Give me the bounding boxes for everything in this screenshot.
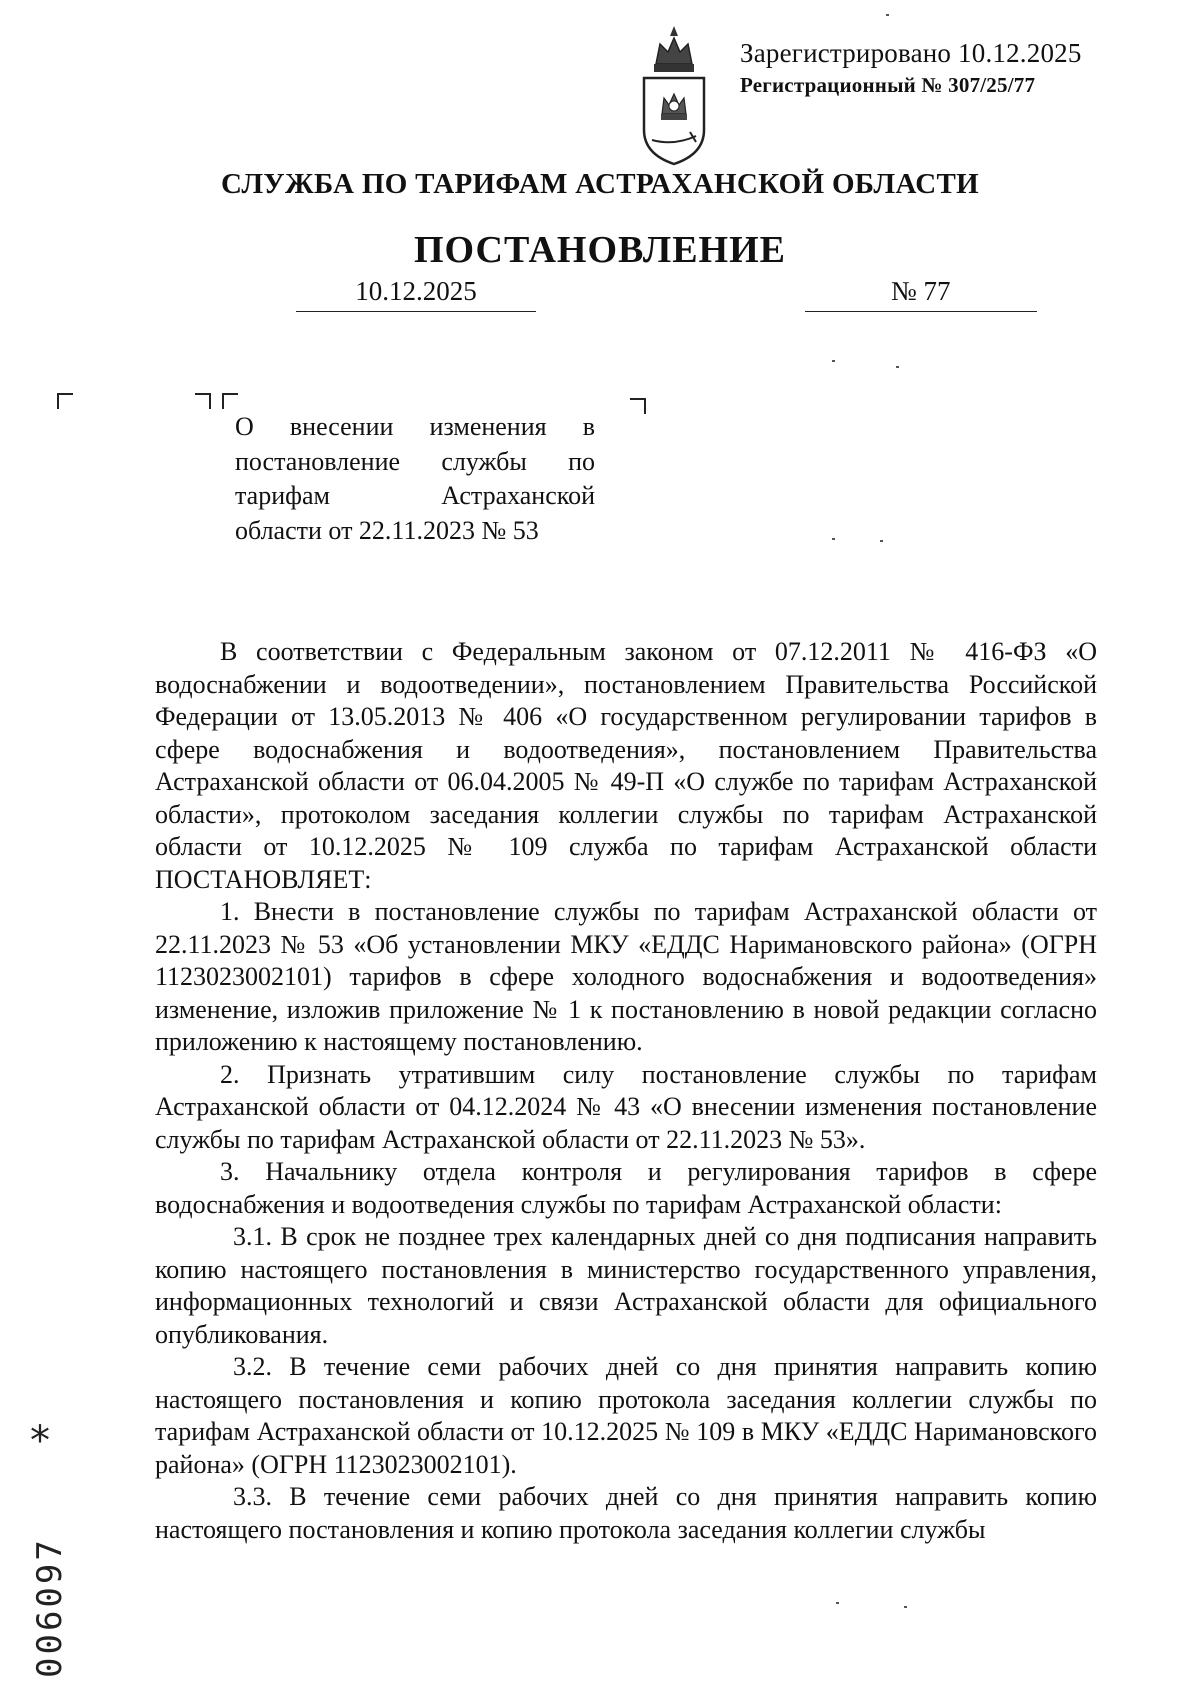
registration-date: Зарегистрировано 10.12.2025 <box>740 38 1082 68</box>
side-star-mark: * <box>30 1418 50 1464</box>
side-serial-mark <box>28 1420 68 1680</box>
margin-corner-mark <box>57 393 73 409</box>
document-subject <box>235 410 595 548</box>
subclause-paragraph: 3.3. В течение семи рабочих дней со дня принятия направить копию настоящего постановления и копию протокола заседания коллегии службы <box>155 1482 1097 1544</box>
document-number-field <box>805 276 1037 312</box>
subject-line: постановление службы по <box>235 446 595 476</box>
side-serial-number: 006097 <box>30 1537 70 1678</box>
subject-line: тарифам Астраханской <box>235 481 595 511</box>
document-type: ПОСТАНОВЛЕНИЕ <box>413 229 787 271</box>
clause-paragraph: 1. Внести в постановление службы по тарифам Астраханской области от 22.11.2023 № 53 «Об установлении МКУ «ЕДДС Наримановского района» (ОГРН 1123023002101) тарифов в сфере холодного водоснабжения и водоотведения» изменение, изложив приложение № 1 к постановлению в новой редакции согласно приложению к настоящему постановлению. <box>155 897 1097 1056</box>
document-number: № 77 <box>891 276 951 306</box>
scan-speck <box>832 538 835 540</box>
subclause-paragraph: 3.1. В срок не позднее трех календарных дней со дня подписания направить копию настоящего постановления в министерство государственного управления, информационных технологий и связи Астраханской области для официального опубликования. <box>155 1222 1097 1349</box>
clause-paragraph: 3. Начальнику отдела контроля и регулирования тарифов в сфере водоснабжения и водоотведения службы по тарифам Астраханской области: <box>155 1157 1097 1219</box>
scan-speck <box>832 360 835 362</box>
subject-corner-mark <box>195 393 211 409</box>
scan-speck <box>886 14 889 16</box>
coat-of-arms-icon <box>634 22 714 174</box>
subject-line: О внесении изменения в <box>235 412 595 441</box>
clause-paragraph: 2. Признать утратившим силу постановление службы по тарифам Астраханской области от 04.12.2024 № 43 «О внесении изменения постановление службы по тарифам Астраханской области от 22.11.2023 № 53». <box>155 1059 1097 1154</box>
document-body <box>155 636 1097 1546</box>
scan-speck <box>836 1602 839 1604</box>
document-date: 10.12.2025 <box>296 276 536 312</box>
subject-corner-mark <box>222 393 238 409</box>
subject-line: области от 22.11.2023 № 53 <box>235 515 539 545</box>
scan-speck <box>880 540 883 542</box>
scan-speck <box>904 1606 907 1608</box>
preamble-paragraph: В соответствии с Федеральным законом от 07.12.2011 № 416-ФЗ «О водоснабжении и водоотведении», постановлением Правительства Российской Федерации от 13.05.2013 № 406 «О государственном регулировании тарифов в сфере водоснабжения и водоотведения», постановлением Правительства Астраханской области от 06.04.2005 № 49-П «О службе по тарифам Астраханской области», протоколом заседания коллегии службы по тарифам Астраханской области от 10.12.2025 № 109 служба по тарифам Астраханской области ПОСТАНОВЛЯЕТ: <box>155 637 1097 894</box>
subclause-paragraph: 3.2. В течение семи рабочих дней со дня принятия направить копию настоящего постановления и копию протокола заседания коллегии службы по тарифам Астраханской области от 10.12.2025 № 109 в МКУ «ЕДДС Наримановского района» (ОГРН 1123023002101). <box>155 1352 1097 1479</box>
scan-speck <box>896 366 899 368</box>
registration-number: Регистрационный № 307/25/77 <box>740 73 1036 98</box>
subject-corner-mark <box>630 398 646 414</box>
organization-name: СЛУЖБА ПО ТАРИФАМ АСТРАХАНСКОЙ ОБЛАСТИ <box>220 168 980 200</box>
registration-stamp <box>740 38 1082 97</box>
